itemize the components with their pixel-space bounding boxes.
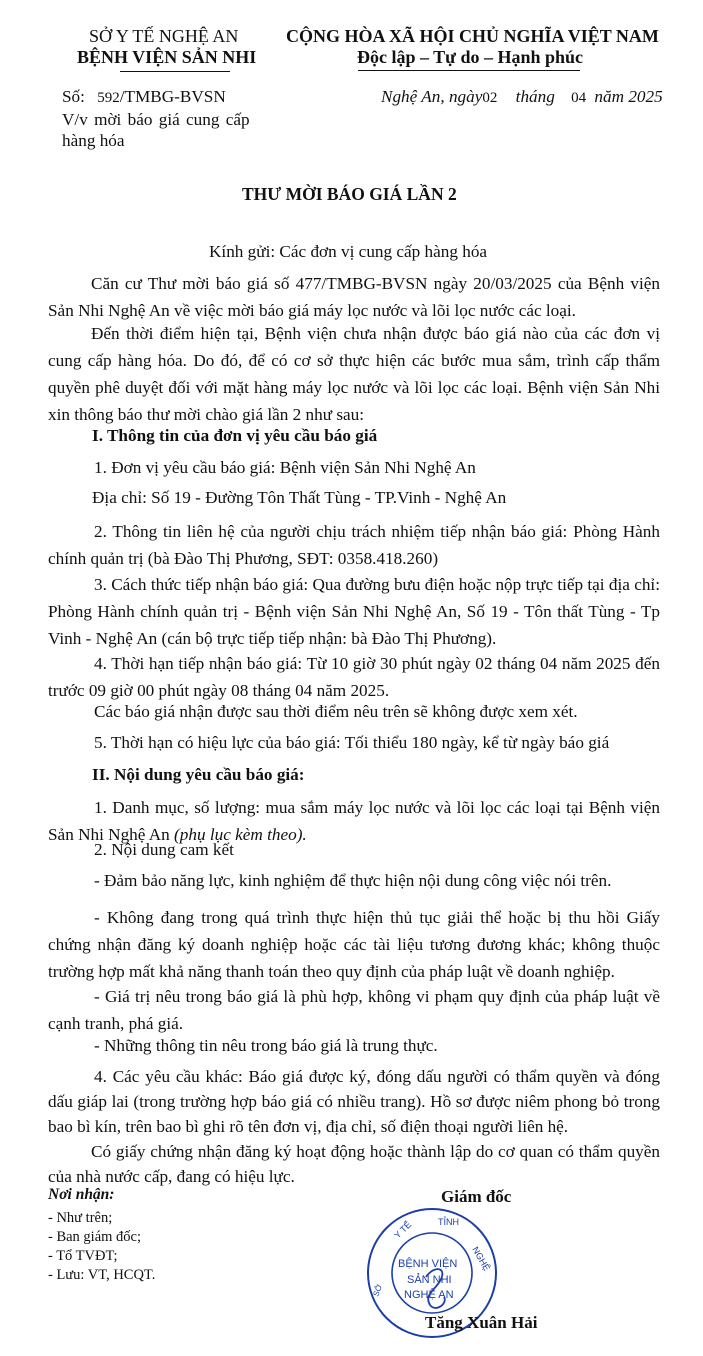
commitment-3: - Giá trị nêu trong báo giá là phù hợp, không vi phạm quy định của pháp luật về cạnh tranh, phá giá. (48, 987, 660, 1033)
section-1-note: Các báo giá nhận được sau thời điểm nêu trên sẽ không được xem xét. (94, 702, 578, 721)
paragraph-context: Đến thời điểm hiện tại, Bệnh viện chưa nhận được báo giá nào của các đơn vị cung cấp hàng hóa. Do đó, để có cơ sở thực hiện các bước mua sắm, trình cấp thẩm quyền phê duyệt đối với mặt hàng máy lọc nước và lõi lọc các loại. Bệnh viện Sản Nhi xin thông báo thư mời chào giá lần 2 như sau: (48, 324, 660, 424)
svg-text:SỞ: SỞ (371, 1283, 385, 1298)
signer-name: Tăng Xuân Hải (425, 1313, 538, 1332)
recipient-2: - Ban giám đốc; (48, 1229, 142, 1245)
section-1-item-3: 3. Cách thức tiếp nhận báo giá: Qua đường bưu điện hoặc nộp trực tiếp tại địa chỉ: Phòng Hành chính quản trị - Bệnh viện Sản Nhi Nghệ An, Số 19 - Tôn thất Tùng - Tp Vinh - Nghệ An (cán bộ trực tiếp tiếp nhận: bà Đào Thị Phương). (48, 575, 660, 648)
recipient-1: - Như trên; (48, 1210, 113, 1226)
svg-text:NGHỆ: NGHỆ (470, 1245, 492, 1273)
section-2-heading: II. Nội dung yêu cầu báo giá: (92, 765, 305, 784)
signer-title: Giám đốc (441, 1187, 512, 1206)
date-place: Nghệ An, ngày (381, 87, 483, 106)
hospital-underline (120, 71, 230, 72)
stamp-line-2: SẢN NHI (407, 1274, 452, 1286)
hospital-name: BỆNH VIỆN SẢN NHI (77, 47, 257, 67)
section-1-item-2: 2. Thông tin liên hệ của người chịu trách nhiệm tiếp nhận báo giá: Phòng Hành chính quản trị (bà Đào Thị Phương, SĐT: 0358.418.260) (48, 522, 660, 568)
section-2-closing: Có giấy chứng nhận đăng ký hoạt động hoặc thành lập do cơ quan có thẩm quyền của nhà nước cấp, đang có hiệu lực. (48, 1142, 660, 1186)
recipients-heading: Nơi nhận: (48, 1186, 115, 1203)
subject-line-1: V/v mời báo giá cung cấp (62, 110, 250, 129)
ministry-name: SỞ Y TẾ NGHỆ AN (89, 26, 239, 46)
section-1-item-5: 5. Thời hạn có hiệu lực của báo giá: Tối thiểu 180 ngày, kể từ ngày báo giá (94, 733, 610, 752)
subject-line-2: hàng hóa (62, 131, 125, 150)
document-date (381, 87, 663, 107)
commitment-1: - Đảm bảo năng lực, kinh nghiệm để thực hiện nội dung công việc nói trên. (94, 871, 612, 890)
letter-title: THƯ MỜI BÁO GIÁ LẦN 2 (242, 184, 457, 204)
recipient-4: - Lưu: VT, HCQT. (48, 1267, 156, 1283)
section-2-item-2: 2. Nội dung cam kết (94, 840, 234, 859)
stamp-line-3: NGHỆ AN (404, 1289, 454, 1301)
date-month-label: tháng (515, 87, 555, 106)
section-1-item-1: 1. Đơn vị yêu cầu báo giá: Bệnh viện Sản Nhi Nghệ An (94, 458, 476, 477)
commitment-4: - Những thông tin nêu trong báo giá là trung thực. (94, 1036, 438, 1055)
salutation: Kính gửi: Các đơn vị cung cấp hàng hóa (209, 242, 488, 261)
section-1-item-4: 4. Thời hạn tiếp nhận báo giá: Từ 10 giờ 30 phút ngày 02 tháng 04 năm 2025 đến trước 09 giờ 00 phút ngày 08 tháng 04 năm 2025. (48, 654, 660, 700)
motto-underline (358, 70, 580, 71)
national-title: CỘNG HÒA XÃ HỘI CHỦ NGHĨA VIỆT NAM (286, 26, 659, 46)
section-1-address: Địa chỉ: Số 19 - Đường Tôn Thất Tùng - TP.Vinh - Nghệ An (92, 488, 507, 507)
svg-text:TỈNH: TỈNH (438, 1217, 459, 1227)
date-month: 04 (571, 90, 587, 106)
section-2-item-1-appendix: (phụ lục kèm theo). (174, 825, 307, 844)
section-1-heading: I. Thông tin của đơn vị yêu cầu báo giá (92, 426, 378, 445)
national-motto: Độc lập – Tự do – Hạnh phúc (357, 47, 584, 67)
number-prefix: Số: (62, 87, 85, 106)
paragraph-reference: Căn cư Thư mời báo giá số 477/TMBG-BVSN ngày 20/03/2025 của Bệnh viện Sản Nhi Nghệ An về việc mời báo giá máy lọc nước và lõi lọc nước các loại. (48, 274, 660, 320)
number-suffix: /TMBG-BVSN (119, 87, 226, 106)
section-2-item-1-text: 1. Danh mục, số lượng: mua sắm máy lọc nước và lõi lọc các loại tại Bệnh viện Sản Nhi Nghệ An (48, 798, 660, 844)
section-2-item-4: 4. Các yêu cầu khác: Báo giá được ký, đóng dấu người có thẩm quyền và đóng dấu giáp lai (trong trường hợp báo giá có nhiều trang). Hồ sơ được niêm phong bỏ trong bao bì kín, trên bao bì ghi rõ tên đơn vị, địa chỉ, số điện thoại người liên hệ. (48, 1067, 660, 1136)
recipient-3: - Tổ TVĐT; (48, 1248, 118, 1264)
commitment-2: - Không đang trong quá trình thực hiện thủ tục giải thể hoặc bị thu hồi Giấy chứng nhận đăng ký doanh nghiệp hoặc các tài liệu tương đương khác; không thuộc trường hợp mất khả năng thanh toán theo quy định của pháp luật về doanh nghiệp. (48, 908, 660, 981)
number-value: 592 (97, 90, 120, 106)
date-year: năm 2025 (594, 87, 663, 106)
date-day: 02 (482, 90, 498, 106)
document-number (62, 87, 226, 107)
stamp-line-1: BỆNH VIỆN (398, 1258, 458, 1270)
svg-text:Y TẾ: Y TẾ (392, 1219, 414, 1241)
